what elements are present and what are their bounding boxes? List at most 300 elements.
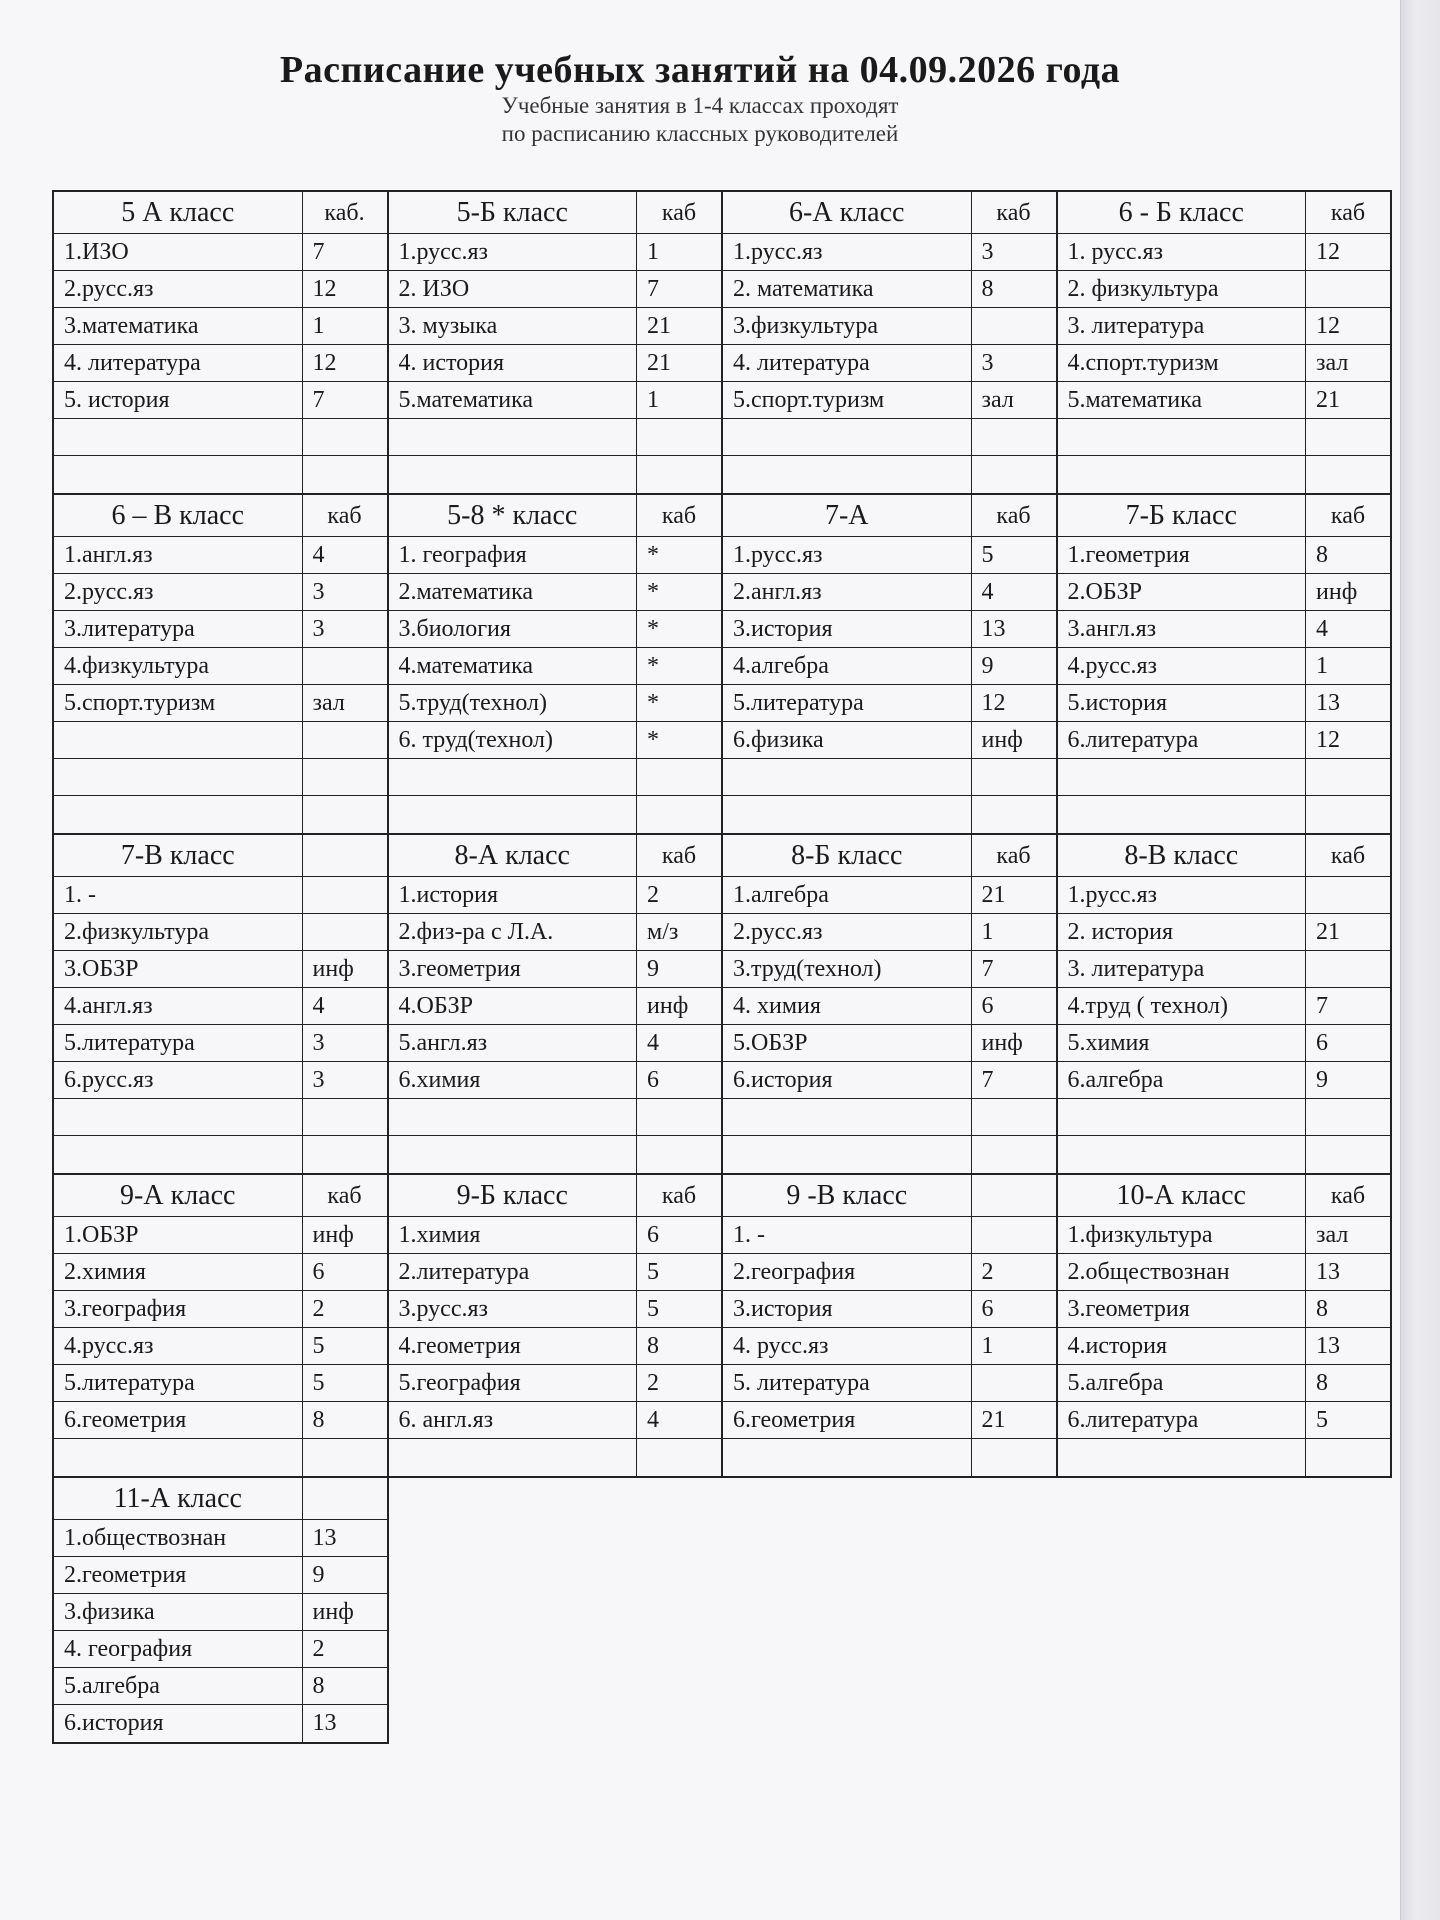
lesson-row bbox=[54, 234, 387, 271]
lesson-subject bbox=[723, 759, 972, 795]
lesson-room: 12 bbox=[312, 276, 337, 302]
lesson-room bbox=[972, 1217, 1056, 1253]
lesson-row bbox=[389, 1365, 722, 1402]
class-name: 5-Б класс bbox=[389, 192, 638, 233]
lesson-subject bbox=[54, 1439, 303, 1476]
lesson-room: 8 bbox=[312, 1673, 325, 1699]
class-header-row bbox=[723, 1175, 1056, 1217]
lesson-row bbox=[1058, 722, 1391, 759]
lesson-subject: 1.русс.яз bbox=[1058, 877, 1307, 913]
lesson-room: 5 bbox=[312, 1370, 325, 1396]
lesson-room: 12 bbox=[1316, 239, 1340, 265]
class-schedule-block bbox=[389, 1175, 724, 1478]
lesson-row bbox=[1058, 419, 1391, 456]
lesson-subject: 5.математика bbox=[1058, 382, 1307, 418]
lesson-row bbox=[723, 1099, 1056, 1136]
lesson-room: 9 bbox=[981, 653, 994, 679]
lesson-subject: 5.алгебра bbox=[1058, 1365, 1307, 1401]
class-schedule-block bbox=[1058, 835, 1393, 1175]
lesson-room bbox=[637, 1136, 721, 1173]
class-name: 5 А класс bbox=[54, 192, 303, 233]
lesson-room: 12 bbox=[1316, 727, 1340, 753]
adjacent-page-edge bbox=[1400, 0, 1440, 1920]
lesson-row bbox=[723, 1025, 1056, 1062]
lesson-row bbox=[1058, 1439, 1391, 1476]
lesson-subject bbox=[389, 1099, 638, 1135]
lesson-room: 6 bbox=[1316, 1030, 1328, 1056]
lesson-row bbox=[723, 611, 1056, 648]
lesson-room bbox=[972, 1439, 1056, 1476]
class-schedule-block bbox=[723, 495, 1058, 835]
lesson-subject: 4.спорт.туризм bbox=[1058, 345, 1307, 381]
lesson-row bbox=[389, 877, 722, 914]
lesson-room bbox=[637, 1439, 721, 1476]
lesson-subject: 6.геометрия bbox=[723, 1402, 972, 1438]
lesson-row bbox=[723, 914, 1056, 951]
lesson-subject: 5.история bbox=[1058, 685, 1307, 721]
lesson-room: 4 bbox=[312, 993, 325, 1019]
lesson-row bbox=[389, 419, 722, 456]
lesson-subject bbox=[1058, 1136, 1307, 1173]
lesson-subject: 3.история bbox=[723, 1291, 972, 1327]
lesson-subject: 1. - bbox=[54, 877, 303, 913]
lesson-room: инф bbox=[647, 993, 689, 1019]
lesson-row bbox=[54, 1025, 387, 1062]
lesson-subject: 5.литература bbox=[723, 685, 972, 721]
lesson-subject: 4.русс.яз bbox=[54, 1328, 303, 1364]
class-name: 6-А класс bbox=[723, 192, 972, 233]
lesson-room: 6 bbox=[981, 993, 994, 1019]
lesson-subject: 1.русс.яз bbox=[723, 537, 972, 573]
class-header-row bbox=[1058, 835, 1391, 877]
class-name: 9-Б класс bbox=[389, 1175, 638, 1216]
lesson-row bbox=[54, 796, 387, 833]
lesson-subject: 1.геометрия bbox=[1058, 537, 1307, 573]
lesson-room: 13 bbox=[312, 1710, 337, 1736]
lesson-subject bbox=[723, 456, 972, 493]
class-name: 7-Б класс bbox=[1058, 495, 1307, 536]
subtitle-line-1: Учебные занятия в 1-4 классах проходят bbox=[501, 93, 899, 118]
class-header-row bbox=[723, 495, 1056, 537]
lesson-row bbox=[54, 419, 387, 456]
lesson-row bbox=[389, 796, 722, 833]
lesson-row bbox=[54, 308, 387, 345]
class-header-row bbox=[54, 1175, 387, 1217]
lesson-room: 5 bbox=[647, 1259, 659, 1285]
lesson-room: 4 bbox=[1316, 616, 1328, 642]
lesson-room: 4 bbox=[647, 1030, 659, 1056]
lesson-row bbox=[389, 271, 722, 308]
lesson-row bbox=[389, 1217, 722, 1254]
lesson-row bbox=[389, 611, 722, 648]
lesson-room bbox=[637, 796, 721, 833]
room-column-header: каб bbox=[996, 843, 1031, 869]
lesson-row bbox=[54, 1291, 387, 1328]
lesson-room: 5 bbox=[312, 1333, 325, 1359]
lesson-row bbox=[54, 722, 387, 759]
lesson-room: м/з bbox=[647, 919, 679, 945]
class-header-row bbox=[54, 835, 387, 877]
lesson-row bbox=[54, 1557, 387, 1594]
lesson-room bbox=[972, 1365, 1056, 1401]
lesson-room: 8 bbox=[647, 1333, 659, 1359]
lesson-subject bbox=[389, 456, 638, 493]
lesson-room: 5 bbox=[647, 1296, 659, 1322]
lesson-subject: 2.химия bbox=[54, 1254, 303, 1290]
lesson-room bbox=[303, 796, 387, 833]
lesson-subject: 1.ИЗО bbox=[54, 234, 303, 270]
lesson-room bbox=[972, 759, 1056, 795]
lesson-room: 2 bbox=[312, 1636, 325, 1662]
lesson-room bbox=[1306, 796, 1390, 833]
lesson-subject bbox=[54, 456, 303, 493]
lesson-room: 1 bbox=[647, 239, 659, 265]
lesson-subject: 4. русс.яз bbox=[723, 1328, 972, 1364]
lesson-row bbox=[1058, 234, 1391, 271]
class-schedule-block bbox=[1058, 192, 1393, 495]
room-column-header: каб bbox=[661, 1183, 697, 1209]
lesson-row bbox=[1058, 382, 1391, 419]
room-column-header: каб bbox=[1330, 503, 1366, 529]
lesson-room bbox=[303, 648, 387, 684]
room-column-header: каб. bbox=[324, 200, 365, 226]
lesson-subject: 2. физкультура bbox=[1058, 271, 1307, 307]
lesson-subject: 1. география bbox=[389, 537, 638, 573]
lesson-subject: 3.ОБЗР bbox=[54, 951, 303, 987]
lesson-subject: 3.англ.яз bbox=[1058, 611, 1307, 647]
lesson-row bbox=[54, 456, 387, 493]
lesson-subject: 6.химия bbox=[389, 1062, 638, 1098]
lesson-row bbox=[723, 1217, 1056, 1254]
lesson-row bbox=[1058, 308, 1391, 345]
lesson-subject: 4. химия bbox=[723, 988, 972, 1024]
lesson-room: 21 bbox=[981, 882, 1006, 908]
lesson-room bbox=[303, 759, 387, 795]
lesson-row bbox=[389, 1254, 722, 1291]
lesson-row bbox=[54, 951, 387, 988]
lesson-row bbox=[1058, 1291, 1391, 1328]
lesson-subject: 6.литература bbox=[1058, 1402, 1307, 1438]
lesson-room: 21 bbox=[1316, 387, 1340, 413]
lesson-room: 2 bbox=[312, 1296, 325, 1322]
lesson-row bbox=[1058, 537, 1391, 574]
lesson-subject bbox=[54, 1136, 303, 1173]
lesson-room: 3 bbox=[312, 1030, 325, 1056]
lesson-subject: 3.геометрия bbox=[389, 951, 638, 987]
lesson-room: 3 bbox=[981, 239, 994, 265]
lesson-row bbox=[54, 345, 387, 382]
lesson-row bbox=[723, 345, 1056, 382]
lesson-row bbox=[54, 1402, 387, 1439]
lesson-row bbox=[389, 685, 722, 722]
lesson-room: 7 bbox=[981, 1067, 994, 1093]
class-schedule-block bbox=[389, 835, 724, 1175]
lesson-row bbox=[389, 1136, 722, 1173]
lesson-room: 2 bbox=[647, 1370, 659, 1396]
lesson-row bbox=[1058, 1217, 1391, 1254]
class-name: 6 – В класс bbox=[54, 495, 303, 536]
lesson-subject: 4.математика bbox=[389, 648, 638, 684]
lesson-room: 2 bbox=[981, 1259, 994, 1285]
lesson-row bbox=[389, 234, 722, 271]
lesson-row bbox=[723, 308, 1056, 345]
lesson-subject: 2.физкультура bbox=[54, 914, 303, 950]
lesson-row bbox=[723, 234, 1056, 271]
lesson-subject: 4.геометрия bbox=[389, 1328, 638, 1364]
lesson-room: 7 bbox=[312, 387, 325, 413]
lesson-row bbox=[54, 988, 387, 1025]
room-column-header: каб bbox=[996, 503, 1031, 529]
lesson-room: 4 bbox=[981, 579, 994, 605]
lesson-room bbox=[972, 419, 1056, 455]
class-header-row bbox=[1058, 1175, 1391, 1217]
lesson-row bbox=[723, 648, 1056, 685]
lesson-row bbox=[1058, 1136, 1391, 1173]
lesson-row bbox=[1058, 456, 1391, 493]
lesson-subject: 5. литература bbox=[723, 1365, 972, 1401]
lesson-subject: 3.физкультура bbox=[723, 308, 972, 344]
lesson-row bbox=[1058, 988, 1391, 1025]
lesson-room bbox=[972, 456, 1056, 493]
lesson-room bbox=[1306, 1439, 1390, 1476]
lesson-subject: 2.русс.яз bbox=[54, 271, 303, 307]
lesson-row bbox=[54, 1062, 387, 1099]
lesson-subject bbox=[1058, 1099, 1307, 1135]
lesson-row bbox=[1058, 574, 1391, 611]
lesson-room: 13 bbox=[1316, 1259, 1340, 1285]
lesson-row bbox=[1058, 1254, 1391, 1291]
class-header-row bbox=[389, 495, 722, 537]
lesson-room: 3 bbox=[312, 616, 325, 642]
lesson-row bbox=[54, 1631, 387, 1668]
lesson-subject bbox=[389, 1439, 638, 1476]
lesson-row bbox=[723, 271, 1056, 308]
lesson-room: 9 bbox=[312, 1562, 325, 1588]
lesson-room: 3 bbox=[312, 579, 325, 605]
lesson-room: * bbox=[647, 542, 659, 568]
lesson-room bbox=[972, 796, 1056, 833]
document-title: Расписание учебных занятий на 04.09.2026 года bbox=[279, 49, 1121, 91]
lesson-row bbox=[723, 685, 1056, 722]
lesson-row bbox=[1058, 685, 1391, 722]
lesson-subject: 1.химия bbox=[389, 1217, 638, 1253]
lesson-subject: 4.русс.яз bbox=[1058, 648, 1307, 684]
class-schedule-block bbox=[54, 835, 389, 1175]
lesson-room: 6 bbox=[647, 1067, 659, 1093]
lesson-room: 3 bbox=[312, 1067, 325, 1093]
lesson-room: 8 bbox=[312, 1407, 325, 1433]
lesson-row bbox=[1058, 951, 1391, 988]
lesson-room bbox=[303, 1439, 387, 1476]
lesson-row bbox=[54, 759, 387, 796]
lesson-row bbox=[54, 648, 387, 685]
lesson-row bbox=[1058, 796, 1391, 833]
room-column-header bbox=[303, 1478, 387, 1519]
lesson-subject: 2.англ.яз bbox=[723, 574, 972, 610]
lesson-subject: 2.литература bbox=[389, 1254, 638, 1290]
lesson-subject bbox=[723, 796, 972, 833]
lesson-room bbox=[637, 759, 721, 795]
lesson-row bbox=[723, 1402, 1056, 1439]
lesson-subject: 5.математика bbox=[389, 382, 638, 418]
lesson-room bbox=[637, 456, 721, 493]
lesson-room bbox=[1306, 877, 1390, 913]
lesson-subject: 2.математика bbox=[389, 574, 638, 610]
lesson-room bbox=[303, 456, 387, 493]
class-schedule-block bbox=[54, 1175, 389, 1478]
document-header bbox=[0, 48, 1400, 148]
subtitle-line-2: по расписанию классных руководителей bbox=[501, 121, 899, 146]
lesson-row bbox=[1058, 611, 1391, 648]
class-name: 5-8 * класс bbox=[389, 495, 638, 536]
lesson-room: 8 bbox=[1316, 542, 1328, 568]
lesson-subject: 4. география bbox=[54, 1631, 303, 1667]
lesson-room: 12 bbox=[1316, 313, 1340, 339]
lesson-row bbox=[54, 685, 387, 722]
lesson-row bbox=[54, 1365, 387, 1402]
lesson-subject: 6. англ.яз bbox=[389, 1402, 638, 1438]
lesson-room: 7 bbox=[647, 276, 659, 302]
lesson-subject bbox=[54, 796, 303, 833]
room-column-header: каб bbox=[661, 843, 697, 869]
lesson-row bbox=[723, 382, 1056, 419]
lesson-subject: 6.история bbox=[723, 1062, 972, 1098]
lesson-room: * bbox=[647, 727, 659, 753]
lesson-row bbox=[54, 1099, 387, 1136]
lesson-subject: 3.математика bbox=[54, 308, 303, 344]
lesson-room: 9 bbox=[647, 956, 659, 982]
lesson-subject: 1.русс.яз bbox=[723, 234, 972, 270]
lesson-row bbox=[389, 1291, 722, 1328]
class-header-row bbox=[389, 1175, 722, 1217]
lesson-row bbox=[54, 1136, 387, 1173]
lesson-row bbox=[1058, 271, 1391, 308]
lesson-subject: 3.география bbox=[54, 1291, 303, 1327]
lesson-subject bbox=[389, 759, 638, 795]
lesson-row bbox=[54, 1520, 387, 1557]
class-header-row bbox=[54, 192, 387, 234]
lesson-subject: 3. музыка bbox=[389, 308, 638, 344]
lesson-row bbox=[1058, 1328, 1391, 1365]
lesson-row bbox=[1058, 648, 1391, 685]
lesson-room: инф bbox=[312, 1222, 354, 1248]
lesson-subject: 1.ОБЗР bbox=[54, 1217, 303, 1253]
class-name: 8-Б класс bbox=[723, 835, 972, 876]
lesson-row bbox=[389, 1439, 722, 1476]
lesson-room bbox=[972, 1136, 1056, 1173]
lesson-room: 7 bbox=[1316, 993, 1328, 1019]
lesson-room bbox=[303, 419, 387, 455]
lesson-room: 21 bbox=[647, 313, 671, 339]
lesson-subject: 1.физкультура bbox=[1058, 1217, 1307, 1253]
lesson-subject: 2. ИЗО bbox=[389, 271, 638, 307]
lesson-subject: 3.история bbox=[723, 611, 972, 647]
lesson-row bbox=[1058, 1099, 1391, 1136]
lesson-subject: 1.англ.яз bbox=[54, 537, 303, 573]
lesson-row bbox=[723, 1291, 1056, 1328]
lesson-room: 5 bbox=[981, 542, 994, 568]
lesson-row bbox=[389, 914, 722, 951]
lesson-row bbox=[723, 1365, 1056, 1402]
lesson-room: зал bbox=[981, 387, 1014, 413]
class-name: 6 - Б класс bbox=[1058, 192, 1307, 233]
lesson-room bbox=[1306, 1099, 1390, 1135]
lesson-subject bbox=[723, 1136, 972, 1173]
lesson-room bbox=[972, 1099, 1056, 1135]
lesson-subject: 1. - bbox=[723, 1217, 972, 1253]
lesson-row bbox=[54, 1217, 387, 1254]
lesson-room: 1 bbox=[981, 1333, 994, 1359]
lesson-row bbox=[723, 759, 1056, 796]
lesson-room: 21 bbox=[1316, 919, 1340, 945]
class-schedule-block bbox=[723, 1175, 1058, 1478]
lesson-room: 4 bbox=[647, 1407, 659, 1433]
lesson-room: инф bbox=[981, 727, 1023, 753]
lesson-room bbox=[1306, 951, 1390, 987]
lesson-subject: 1.русс.яз bbox=[389, 234, 638, 270]
lesson-row bbox=[389, 382, 722, 419]
lesson-row bbox=[389, 648, 722, 685]
lesson-room: 6 bbox=[981, 1296, 994, 1322]
lesson-subject: 4.физкультура bbox=[54, 648, 303, 684]
lesson-row bbox=[1058, 759, 1391, 796]
lesson-row bbox=[389, 1328, 722, 1365]
class-name: 7-В класс bbox=[54, 835, 303, 876]
lesson-subject: 4. литература bbox=[723, 345, 972, 381]
lesson-subject: 5.литература bbox=[54, 1025, 303, 1061]
lesson-row bbox=[389, 951, 722, 988]
lesson-row bbox=[389, 759, 722, 796]
lesson-room: 1 bbox=[647, 387, 659, 413]
lesson-room bbox=[637, 419, 721, 455]
lesson-row bbox=[723, 1328, 1056, 1365]
lesson-room: 12 bbox=[981, 690, 1006, 716]
lesson-subject: 4.ОБЗР bbox=[389, 988, 638, 1024]
class-schedule-block bbox=[389, 192, 724, 495]
lesson-room: 3 bbox=[981, 350, 994, 376]
lesson-row bbox=[1058, 345, 1391, 382]
lesson-row bbox=[54, 271, 387, 308]
lesson-subject bbox=[1058, 796, 1307, 833]
lesson-subject: 2.русс.яз bbox=[54, 574, 303, 610]
class-header-row bbox=[54, 1478, 387, 1520]
lesson-subject: 3.русс.яз bbox=[389, 1291, 638, 1327]
lesson-subject: 4.англ.яз bbox=[54, 988, 303, 1024]
lesson-subject bbox=[389, 419, 638, 455]
schedule-table bbox=[52, 190, 1392, 1744]
lesson-room: зал bbox=[312, 690, 345, 716]
lesson-row bbox=[54, 1705, 387, 1742]
lesson-subject bbox=[723, 1439, 972, 1476]
lesson-subject: 5.спорт.туризм bbox=[723, 382, 972, 418]
class-header-row bbox=[1058, 495, 1391, 537]
lesson-room bbox=[1306, 419, 1390, 455]
lesson-subject: 2. математика bbox=[723, 271, 972, 307]
class-schedule-block bbox=[723, 192, 1058, 495]
lesson-room: 6 bbox=[312, 1259, 325, 1285]
lesson-subject: 3.биология bbox=[389, 611, 638, 647]
class-name: 8-В класс bbox=[1058, 835, 1307, 876]
lesson-row bbox=[54, 382, 387, 419]
lesson-row bbox=[723, 722, 1056, 759]
lesson-row bbox=[54, 1254, 387, 1291]
lesson-subject: 1.обществознан bbox=[54, 1520, 303, 1556]
lesson-room: 8 bbox=[1316, 1370, 1328, 1396]
class-header-row bbox=[54, 495, 387, 537]
lesson-row bbox=[1058, 1025, 1391, 1062]
lesson-subject: 2.русс.яз bbox=[723, 914, 972, 950]
lesson-room bbox=[972, 308, 1056, 344]
